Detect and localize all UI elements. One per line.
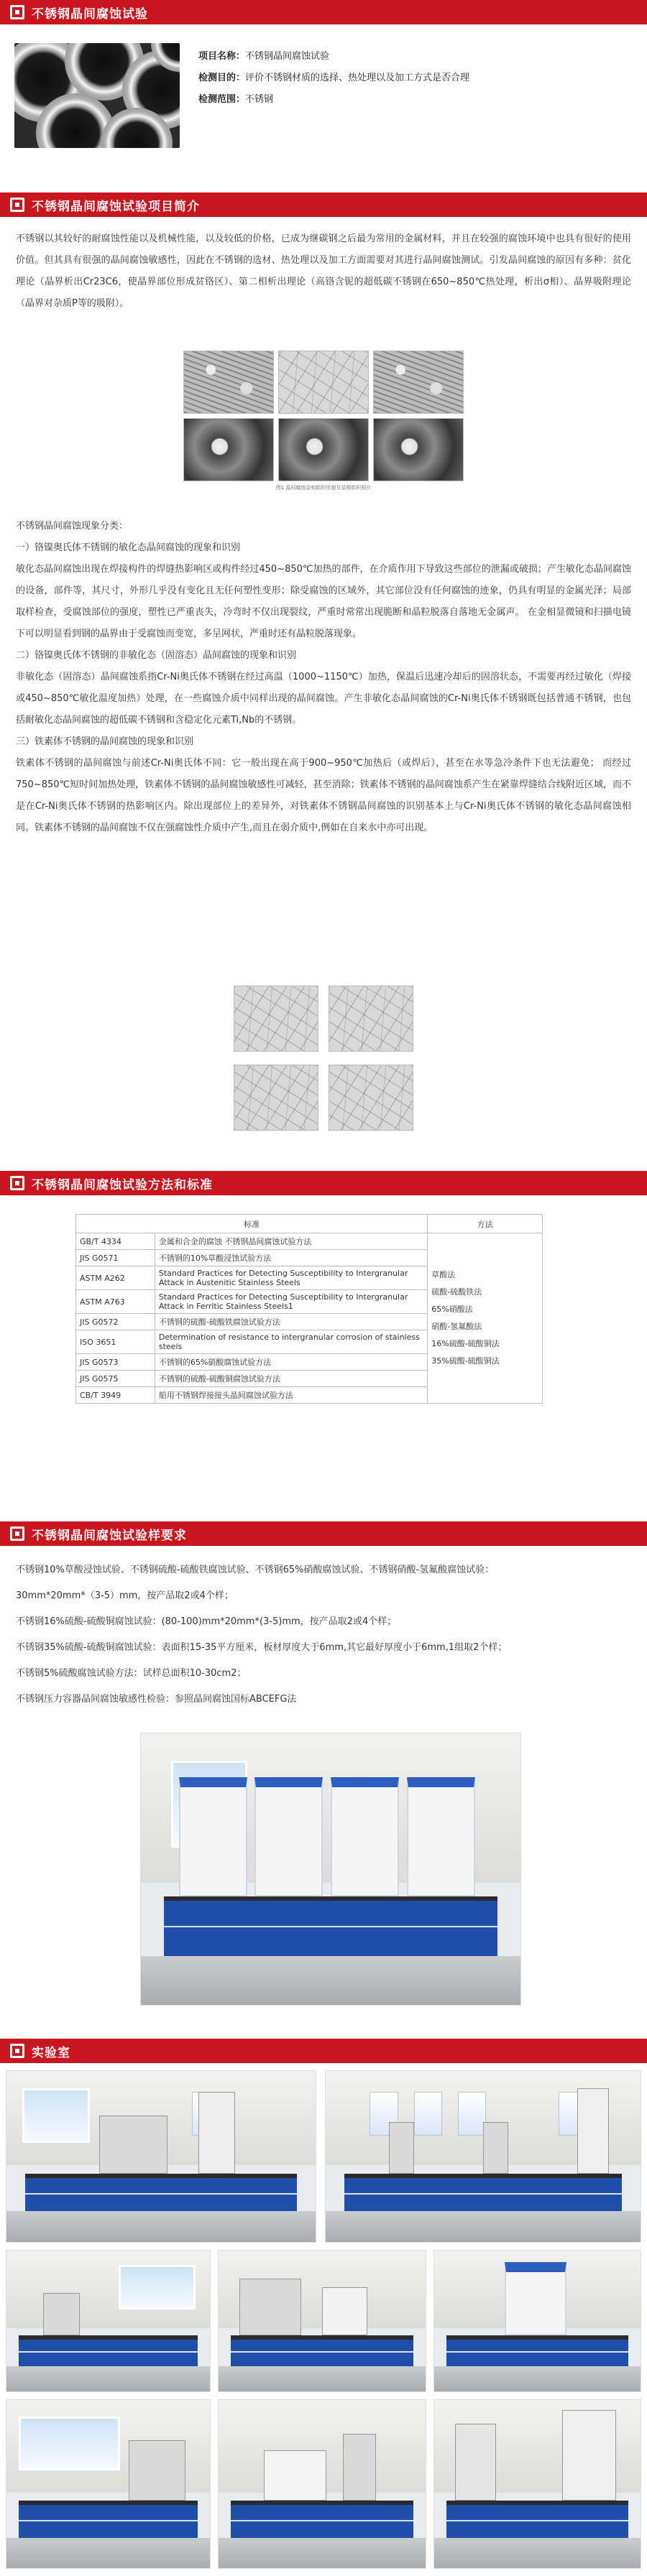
intro-text (0, 228, 647, 315)
steel-pipes-image (14, 43, 180, 148)
section-title: 不锈钢晶间腐蚀试验样要求 (32, 1528, 187, 1543)
grain-image-a (234, 986, 318, 1052)
lab-photo-6 (6, 2399, 211, 2569)
micrograph-c (373, 351, 464, 414)
table-row (76, 1233, 543, 1250)
requirement-line: 不锈钢35%硫酸-硫酸铜腐蚀试验：表面积15-35平方厘米，板材厚度大于6mm,其它最好厚度小于6mm,1组取2个样； (16, 1642, 508, 1653)
grain-image-c (234, 1065, 318, 1131)
method-item: 35%硫酸-硫酸铜法 (431, 1356, 500, 1366)
item3-paragraph: 铁素体不锈钢的晶间腐蚀与前述Cr-Ni奥氏体不同：它一般出现在高于900~950℃加热后（或焊后），甚至在水等急冷条件下也无法避免； 而经过750~850℃短时间加热处理，铁素体不锈钢的晶间腐蚀敏感性可减轻，甚至消除；铁素体不锈钢的晶间腐蚀系产生在紧靠焊缝结合线附近区域，而不是在Cr-Ni奥氏体不锈钢的热影响区内。除出现部位上的差异外，对铁素体不锈钢晶间腐蚀的识别基本上与Cr-Ni奥氏体不锈钢的敏化态晶间腐蚀相同。铁素体不锈钢的晶间腐蚀不仅在强腐蚀性介质中产生,而且在弱介质中,例如在自来水中亦可出现。 (16, 758, 631, 833)
standard-code: JIS G0572 (76, 1314, 155, 1330)
project-intro (0, 29, 647, 162)
requirement-line: 30mm*20mm*（3-5）mm，按产品取2或4个样； (16, 1590, 234, 1601)
standard-name: 不锈钢的10%草酸浸蚀试验方法 (155, 1250, 427, 1266)
figure-caption: 图1 晶间腐蚀金相组织形貌及显微组织照片 (275, 485, 372, 491)
section-title: 不锈钢晶间腐蚀试验项目简介 (32, 199, 200, 214)
square-bullet-icon (10, 2044, 24, 2058)
standard-name: Standard Practices for Detecting Susceptibility to Intergranular Attack in Austenitic Stainless Steels (155, 1266, 427, 1290)
lab-photo-1 (6, 2070, 316, 2243)
meta-row-purpose: 检测目的：评价不锈钢材质的选择、热处理以及加工方式是否合理 (198, 73, 470, 83)
section-title: 不锈钢晶间腐蚀试验方法和标准 (32, 1177, 213, 1192)
standard-code: ASTM A262 (76, 1266, 155, 1290)
sample-requirements-text (0, 1557, 647, 1713)
standard-name: 金属和合金的腐蚀 不锈钢晶间腐蚀试验方法 (155, 1233, 427, 1250)
phenomena-text (0, 516, 647, 839)
requirement-line: 不锈钢16%硫酸-硫酸铜腐蚀试验：(80-100)mm*20mm*(3-5)mm，按产品取2或4个样； (16, 1616, 397, 1627)
micrograph-d (183, 418, 274, 481)
square-bullet-icon (10, 5, 24, 19)
micrograph-figure (183, 351, 464, 501)
standard-code: ISO 3651 (76, 1330, 155, 1354)
method-item: 草酸法 (431, 1270, 456, 1279)
square-bullet-icon (10, 198, 24, 212)
section-header-lab (0, 2039, 647, 2063)
project-meta (198, 43, 469, 162)
standard-name: 不锈钢的硫酸-硫酸铜腐蚀试验方法 (155, 1371, 427, 1387)
standards-table-wrap (0, 1214, 647, 1404)
item1-title: 一）铬镍奥氏体不锈钢的敏化态晶间腐蚀的现象和识别 (16, 542, 241, 553)
section-header-sample-requirements (0, 1521, 647, 1546)
item2-title: 二）铬镍奥氏体不锈钢的非敏化态（固溶态）晶间腐蚀的现象和识别 (16, 650, 297, 661)
lab-photo-7 (218, 2399, 426, 2569)
standard-code: JIS G0573 (76, 1354, 155, 1371)
square-bullet-icon (10, 1176, 24, 1190)
lab-photo-2 (325, 2070, 641, 2243)
lab-fume-hood-photo (140, 1733, 521, 2006)
section-title: 不锈钢晶间腐蚀试验 (32, 6, 148, 22)
phenomena-title: 不锈钢晶间腐蚀现象分类： (16, 521, 129, 532)
micrograph-f (373, 418, 464, 481)
lab-photo-8 (433, 2399, 641, 2569)
lab-photo-5 (433, 2250, 641, 2392)
micrograph-e (278, 418, 369, 481)
standard-code: JIS G0575 (76, 1371, 155, 1387)
item1-paragraph: 敏化态晶间腐蚀出现在焊接构件的焊缝热影响区或构件经过450~850℃加热的部件，在介质作用下导致这些部位的泄漏或破损；产生敏化态晶间腐蚀的设备，部件等，其尺寸，外形几乎没有变化且无任何塑性变形；除受腐蚀的区域外，其它部位没有任何腐蚀的迹象，仍具有明显的金属光泽；局部取样检查，受腐蚀部位的强度，塑性已严重丧失，冷弯时不仅出现裂纹，严重时常常出现脆断和晶粒脱落自落地无金属声。 在金相显微镜和扫描电镜下可以明显看到钢的晶界由于受腐蚀而变宽，多呈网状，严重时还有晶粒脱落现象。 (16, 564, 631, 639)
standard-code: ASTM A763 (76, 1290, 155, 1314)
standard-name: Determination of resistance to intergranular corrosion of stainless steels (155, 1330, 427, 1354)
requirement-line: 不锈钢10%草酸浸蚀试验、不锈钢硫酸-硫酸铁腐蚀试验、不锈钢65%硝酸腐蚀试验、不锈钢硝酸-氢氟酸腐蚀试验： (16, 1565, 495, 1575)
grain-image-b (329, 986, 413, 1052)
lab-photo-4 (218, 2250, 426, 2392)
method-item: 16%硫酸-硫酸铜法 (431, 1339, 500, 1348)
method-cell (428, 1233, 543, 1404)
standard-name: 船用不锈钢焊接接头晶间腐蚀试验方法 (155, 1387, 427, 1404)
standard-code: GB/T 4334 (76, 1233, 155, 1250)
item2-paragraph: 非敏化态（固溶态）晶间腐蚀系指Cr-Ni奥氏体不锈钢在经过高温（1000~1150℃）加热，保温后迅速冷却后的固溶状态，不需要再经过敏化（焊接或450~850℃敏化温度加热）处理，在一些腐蚀介质中同样出现的晶间腐蚀。产生非敏化态晶间腐蚀的Cr-Ni奥氏体不锈钢既包括普通不锈钢，也包括耐敏化态晶间腐蚀的超低碳不锈钢和含稳定化元素Ti,Nb的不锈钢。 (16, 672, 631, 726)
micrograph-a (183, 351, 274, 414)
standards-table (75, 1214, 543, 1404)
section-header-intro (0, 193, 647, 217)
header-standard: 标准 (76, 1215, 428, 1233)
item3-title: 三）铁素体不锈钢的晶间腐蚀的现象和识别 (16, 736, 194, 747)
section-header-test (0, 0, 647, 24)
micrograph-b (278, 351, 369, 414)
lab-photo-3 (6, 2250, 211, 2392)
standard-code: CB/T 3949 (76, 1387, 155, 1404)
grain-structure-figure (234, 986, 413, 1136)
section-title: 实验室 (32, 2045, 70, 2060)
header-method: 方法 (428, 1215, 543, 1233)
meta-row-name: 项目名称：不锈钢晶间腐蚀试验 (198, 51, 330, 62)
section-header-standards (0, 1171, 647, 1195)
grain-image-d (329, 1065, 413, 1131)
method-item: 硫酸-硫酸铁法 (431, 1287, 482, 1297)
method-item: 硝酸-氢氟酸法 (431, 1322, 482, 1331)
standard-name: Standard Practices for Detecting Susceptibility to Intergranular Attack in Ferritic Stainless Steels1 (155, 1290, 427, 1314)
table-header-row (76, 1215, 543, 1233)
standard-code: JIS G0571 (76, 1250, 155, 1266)
square-bullet-icon (10, 1526, 24, 1541)
intro-paragraph: 不锈钢以其较好的耐腐蚀性能以及机械性能，以及较低的价格，已成为继碳钢之后最为常用的金属材料，并且在较强的腐蚀环境中也具有很好的使用价值。但其具有很强的晶间腐蚀敏感性，因此在不锈钢的选材、热处理以及加工方面需要对其进行晶间腐蚀测试。引发晶间腐蚀的原因有多种：贫化理论（晶界析出Cr23C6，使晶界部位形成贫铬区）、第二相析出理论（高铬含铌的超低碳不锈钢在650~850℃热处理，析出σ相）、晶界吸附理论（晶界对杂质P等的吸附）。 (16, 233, 631, 309)
standard-name: 不锈钢的65%硝酸腐蚀试验方法 (155, 1354, 427, 1371)
method-item: 65%硝酸法 (431, 1305, 473, 1314)
standard-name: 不锈钢的硫酸-硫酸铁腐蚀试验方法 (155, 1314, 427, 1330)
requirement-line: 不锈钢5%硫酸腐蚀试验方法：试样总面积10-30cm2； (16, 1668, 247, 1679)
meta-row-scope: 检测范围：不锈钢 (198, 94, 274, 105)
requirement-line: 不锈钢压力容器晶间腐蚀敏感性检验：参照晶间腐蚀国标ABCEFG法 (16, 1694, 297, 1705)
